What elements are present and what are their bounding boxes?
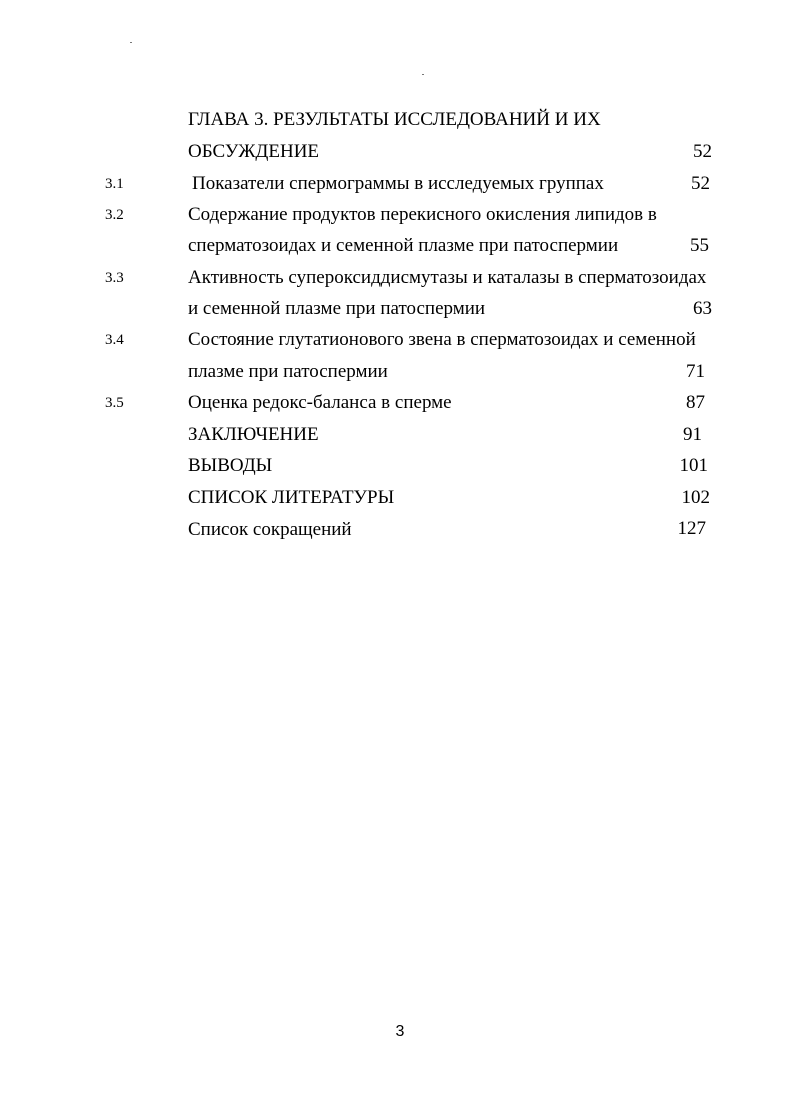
section-page: 63 bbox=[693, 298, 712, 319]
toc-entry-page: 101 bbox=[679, 455, 708, 476]
section-title: Показатели спермограммы в исследуемых группах bbox=[192, 173, 604, 194]
section-title: Состояние глутатионового звена в сперматозоидах и семенной bbox=[188, 329, 696, 350]
toc-entry-page: 102 bbox=[681, 487, 710, 508]
section-title: Оценка редокс-баланса в сперме bbox=[188, 392, 452, 413]
toc-entry-page: 91 bbox=[683, 424, 702, 445]
section-page: 52 bbox=[691, 173, 710, 194]
toc-entry-page: 127 bbox=[677, 518, 706, 539]
section-number: 3.3 bbox=[105, 270, 124, 286]
toc-entry-abbreviations: Список сокращений bbox=[188, 519, 352, 540]
toc-entry-findings: ВЫВОДЫ bbox=[188, 455, 273, 476]
section-title-continued: и семенной плазме при патоспермии bbox=[188, 298, 486, 319]
section-title: Активность супероксиддисмутазы и каталазы в сперматозоидах bbox=[188, 267, 707, 288]
section-title-continued: сперматозоидах и семенной плазме при патоспермии bbox=[188, 235, 619, 256]
section-page: 71 bbox=[686, 361, 705, 382]
section-number: 3.5 bbox=[105, 395, 124, 411]
toc-entry-conclusion: ЗАКЛЮЧЕНИЕ bbox=[188, 424, 319, 445]
scan-speck bbox=[130, 42, 132, 43]
section-page: 87 bbox=[686, 392, 705, 413]
section-title-continued: плазме при патоспермии bbox=[188, 361, 388, 382]
section-page: 55 bbox=[690, 235, 709, 256]
chapter-title-line1: ГЛАВА 3. РЕЗУЛЬТАТЫ ИССЛЕДОВАНИЙ И ИХ bbox=[188, 109, 601, 130]
chapter-page: 52 bbox=[693, 141, 712, 162]
chapter-title-line2: ОБСУЖДЕНИЕ bbox=[188, 141, 320, 162]
section-number: 3.4 bbox=[105, 332, 124, 348]
page-number: 3 bbox=[395, 1023, 405, 1040]
toc-entry-references: СПИСОК ЛИТЕРАТУРЫ bbox=[188, 487, 395, 508]
scan-speck bbox=[422, 74, 424, 75]
section-number: 3.1 bbox=[105, 176, 124, 192]
section-number: 3.2 bbox=[105, 207, 124, 223]
section-title: Содержание продуктов перекисного окисления липидов в bbox=[188, 204, 657, 225]
